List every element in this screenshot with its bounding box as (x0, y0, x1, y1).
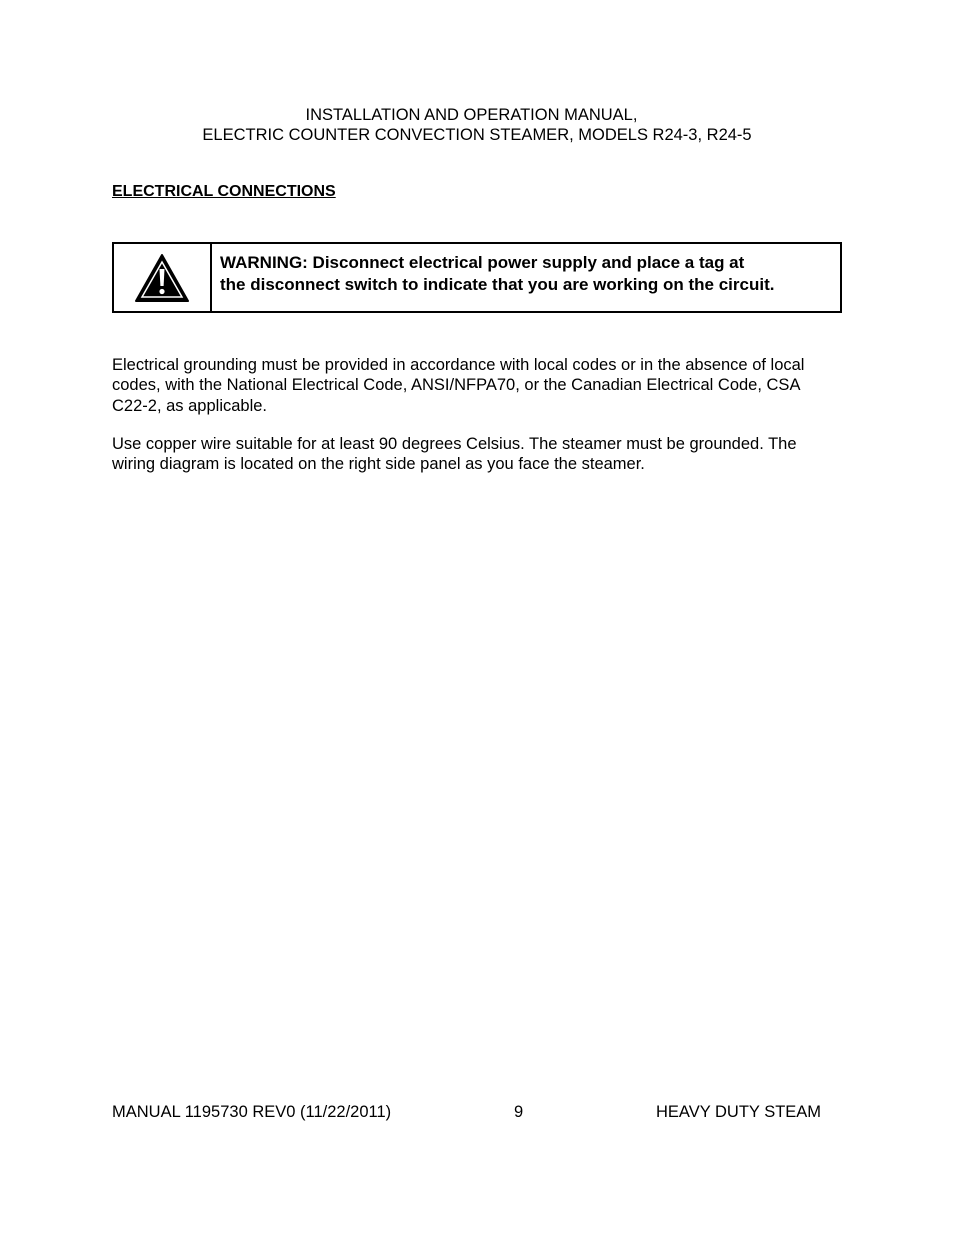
warning-line-1: WARNING: Disconnect electrical power supply and place a tag at (220, 253, 745, 272)
warning-box (112, 242, 842, 313)
wiring-paragraph (112, 434, 852, 475)
section-title: ELECTRICAL CONNECTIONS (112, 183, 336, 200)
footer-brand: HEAVY DUTY STEAM (656, 1103, 822, 1121)
warning-icon-cell (114, 244, 212, 311)
header-line-1: INSTALLATION AND OPERATION MANUAL, (305, 106, 638, 124)
warning-triangle-icon (134, 252, 190, 304)
warning-line-2: the disconnect switch to indicate that you are working on the circuit. (220, 275, 775, 294)
wiring-line-2: wiring diagram is located on the right side panel as you face the steamer. (112, 455, 645, 474)
header-line-2: ELECTRIC COUNTER CONVECTION STEAMER, MODELS R24-3, R24-5 (202, 126, 752, 144)
footer-page-number: 9 (514, 1103, 524, 1121)
grounding-line-3: C22-2, as applicable. (112, 396, 268, 415)
warning-text (212, 244, 774, 311)
grounding-paragraph (112, 355, 852, 416)
grounding-line-1: Electrical grounding must be provided in accordance with local codes or in the absence of local (112, 356, 805, 374)
grounding-line-2: codes, with the National Electrical Code, ANSI/NFPA70, or the Canadian Electrical Code, CSA (112, 376, 801, 395)
document-header (0, 105, 954, 145)
wiring-line-1: Use copper wire suitable for at least 90 degrees Celsius. The steamer must be grounded. The (112, 435, 797, 453)
footer-manual-id: MANUAL 1195730 REV0 (11/22/2011) (112, 1103, 392, 1121)
